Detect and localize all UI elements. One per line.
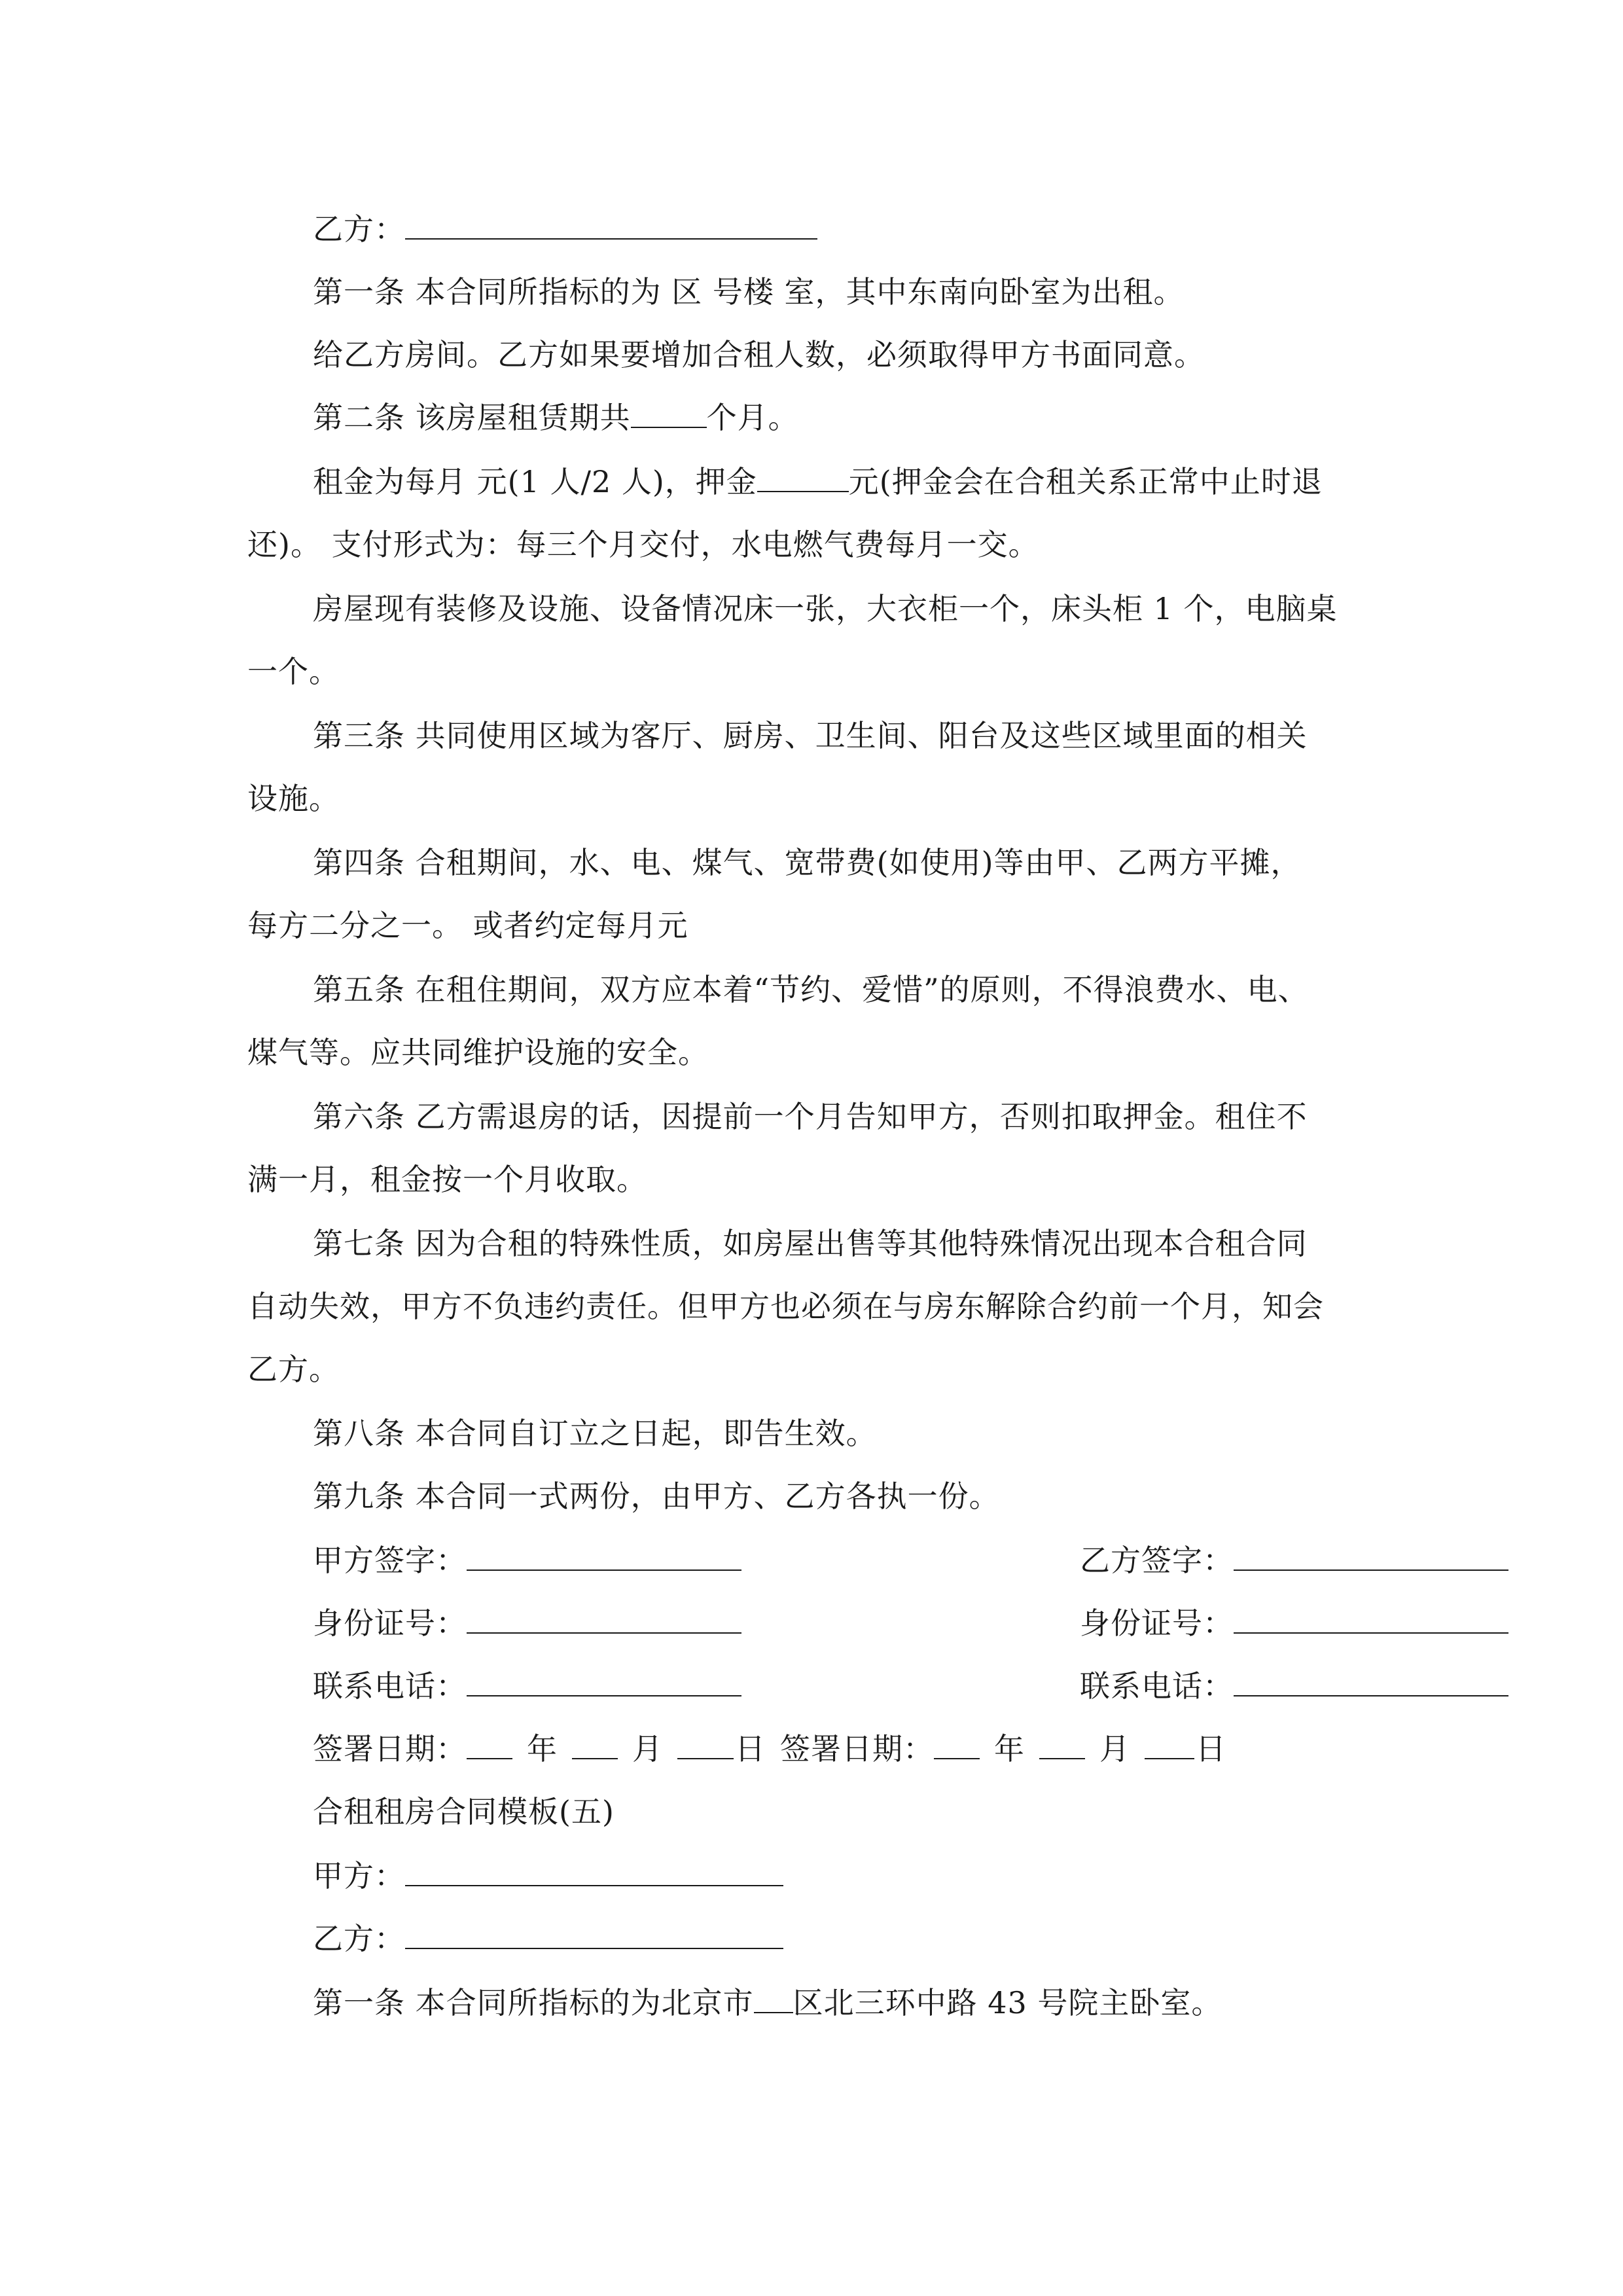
party-a-phone-blank [467, 1668, 741, 1696]
article-3-continued: 设施。 [247, 781, 340, 816]
rent-clause-continued: 还)。 支付形式为：每三个月交付，水电燃气费每月一交。 [247, 527, 1039, 562]
party-b-label: 乙方： [313, 211, 405, 247]
party-b-id-blank [1234, 1605, 1508, 1634]
article-1-v5 [313, 1983, 1222, 2022]
article-7-continued-1: 自动失效，甲方不负违约责任。但甲方也必须在与房东解除合约前一个月，知会 [247, 1289, 1324, 1324]
party-a-blank-v5 [405, 1857, 783, 1886]
article-2-text: 第二条 该房屋租赁期共 [313, 400, 631, 435]
article-5: 第五条 在租住期间，双方应本着“节约、爱惜”的原则，不得浪费水、电、 [313, 972, 1309, 1007]
party-b-year-label: 年 [994, 1731, 1025, 1767]
article-7: 第七条 因为合租的特殊性质，如房屋出售等其他特殊情况出现本合租合同 [313, 1226, 1308, 1261]
party-b-phone-blank [1234, 1668, 1508, 1696]
party-b-id-group [1080, 1604, 1508, 1643]
party-a-id-blank [467, 1605, 741, 1634]
party-b-line [313, 209, 817, 249]
party-b-date-label: 签署日期： [780, 1731, 934, 1767]
article-1: 第一条 本合同所指标的为 区 号楼 室，其中东南向卧室为出租。 [313, 274, 1185, 310]
id-row [313, 1604, 1294, 1643]
party-b-month-blank [1039, 1731, 1085, 1759]
party-a-day-blank [677, 1731, 734, 1759]
article-4: 第四条 合租期间，水、电、煤气、宽带费(如使用)等由甲、乙两方平摊， [313, 845, 1302, 880]
party-a-id-label: 身份证号： [313, 1605, 467, 1641]
article-6-continued: 满一月，租金按一个月收取。 [247, 1162, 647, 1197]
rent-text: 租金为每月 元(1 人/2 人)，押金 [313, 464, 757, 499]
party-a-month-label: 月 [632, 1731, 663, 1767]
facilities-clause-continued: 一个。 [247, 654, 340, 689]
date-row [313, 1729, 1226, 1768]
article-1-v5-suffix: 区北三环中路 43 号院主卧室。 [793, 1985, 1222, 2020]
party-b-line-v5 [313, 1919, 783, 1958]
template-5-title: 合租租房合同模板(五) [313, 1794, 615, 1829]
party-b-day-label: 日 [1196, 1731, 1226, 1767]
rent-clause [313, 462, 1323, 501]
article-1-continued: 给乙方房间。乙方如果要增加合租人数，必须取得甲方书面同意。 [313, 337, 1205, 372]
article-5-continued: 煤气等。应共同维护设施的安全。 [247, 1035, 709, 1070]
article-3: 第三条 共同使用区域为客厅、厨房、卫生间、阳台及这些区域里面的相关 [313, 718, 1308, 753]
party-a-day-label: 日 [735, 1731, 766, 1767]
party-a-year-label: 年 [527, 1731, 558, 1767]
article-2-suffix: 个月。 [706, 400, 799, 435]
party-b-phone-group [1080, 1666, 1508, 1706]
deposit-blank [757, 463, 849, 492]
phone-row [313, 1666, 1294, 1706]
party-a-phone-label: 联系电话： [313, 1668, 467, 1704]
party-b-month-label: 月 [1099, 1731, 1130, 1767]
party-b-signature-label: 乙方签字： [1080, 1543, 1234, 1578]
party-b-id-label: 身份证号： [1080, 1605, 1234, 1641]
article-7-continued-2: 乙方。 [247, 1352, 340, 1387]
party-b-label-v5: 乙方： [313, 1921, 405, 1956]
district-blank [754, 1984, 793, 2013]
lease-months-blank [631, 399, 707, 428]
party-a-label-v5: 甲方： [313, 1858, 405, 1893]
party-b-day-blank [1145, 1731, 1194, 1759]
rent-text-suffix: 元(押金会在合租关系正常中止时退 [848, 464, 1323, 499]
article-9: 第九条 本合同一式两份，由甲方、乙方各执一份。 [313, 1479, 1000, 1514]
party-b-phone-label: 联系电话： [1080, 1668, 1234, 1704]
article-6: 第六条 乙方需退房的话，因提前一个月告知甲方，否则扣取押金。租住不 [313, 1099, 1308, 1134]
party-b-blank-v5 [405, 1920, 783, 1949]
party-a-signature-label: 甲方签字： [313, 1543, 467, 1578]
party-b-signature-blank [1234, 1542, 1508, 1571]
facilities-clause: 房屋现有装修及设施、设备情况床一张，大衣柜一个，床头柜 1 个，电脑桌 [313, 591, 1338, 626]
party-b-year-blank [934, 1731, 980, 1759]
party-b-signature-group [1080, 1541, 1508, 1580]
article-8: 第八条 本合同自订立之日起，即告生效。 [313, 1416, 877, 1451]
signature-row [313, 1541, 1294, 1580]
party-a-month-blank [572, 1731, 618, 1759]
party-a-date-label: 签署日期： [313, 1731, 467, 1767]
article-1-v5-text: 第一条 本合同所指标的为北京市 [313, 1985, 754, 2020]
party-a-year-blank [467, 1731, 512, 1759]
party-a-line-v5 [313, 1856, 783, 1895]
article-2 [313, 398, 799, 437]
party-b-blank [405, 211, 817, 240]
party-a-signature-blank [467, 1542, 741, 1571]
article-4-continued: 每方二分之一。 或者约定每月元 [247, 908, 688, 943]
